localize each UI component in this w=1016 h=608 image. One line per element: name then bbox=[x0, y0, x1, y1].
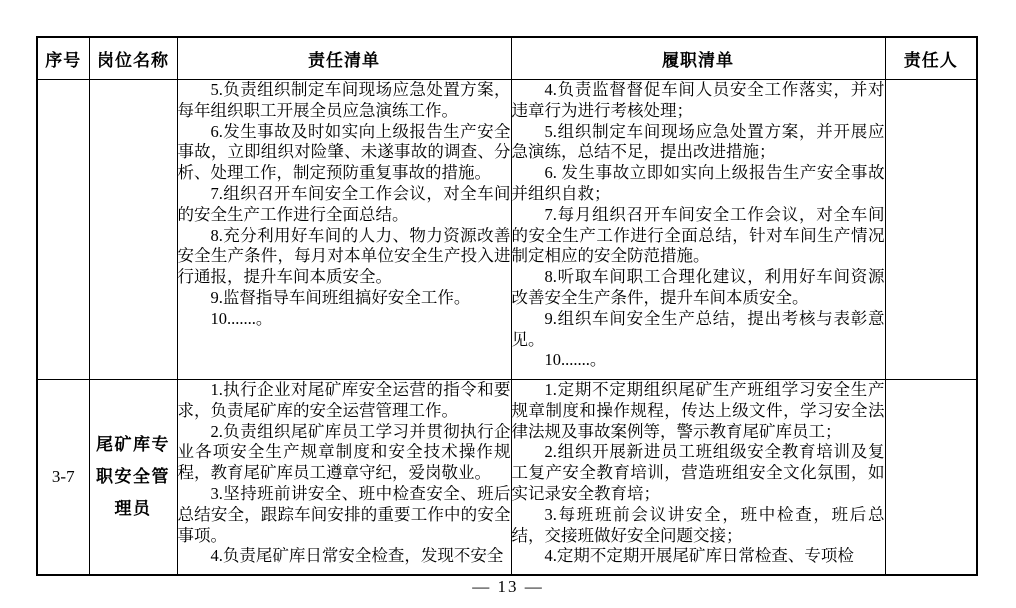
duty-list-text bbox=[178, 380, 511, 570]
clause-paragraph: 5.组织制定车间现场应急处置方案，并开展应急演练，总结不足，提出改进措施； bbox=[511, 121, 885, 162]
clause-paragraph: 1.定期不定期组织尾矿生产班组学习安全生产规章制度和操作规程，传达上级文件，学习安全法律法规及事故案例等，警示教育尾矿库员工； bbox=[511, 380, 885, 441]
performance-list-text bbox=[512, 380, 885, 570]
cell-performance-list bbox=[511, 380, 885, 575]
cell-duty-list bbox=[177, 80, 511, 380]
clause-paragraph: 3.坚持班前讲安全、班中检查安全、班后总结安全，跟踪车间安排的重要工作中的安全事项。 bbox=[177, 483, 511, 545]
column-header-performance: 履职清单 bbox=[511, 37, 885, 80]
page-number: — 13 — bbox=[472, 577, 544, 596]
column-header-seq: 序号 bbox=[37, 37, 89, 80]
cell-position-name: 尾矿库专职安全管理员 bbox=[89, 380, 177, 575]
table-header-row bbox=[37, 37, 977, 80]
column-header-responsible: 责任人 bbox=[885, 37, 977, 80]
clause-paragraph: 6. 发生事故立即如实向上级报告生产安全事故并组织自救； bbox=[511, 163, 885, 203]
cell-position-name bbox=[89, 80, 177, 380]
clause-paragraph: 4.定期不定期开展尾矿库日常检查、专项检 bbox=[544, 546, 854, 566]
clause-paragraph: 7.每月组织召开车间安全工作会议，对全车间的安全生产工作进行全面总结，针对车间生产情况制定相应的安全防范措施。 bbox=[511, 204, 885, 266]
table-row bbox=[37, 380, 977, 575]
clause-paragraph: 8.听取车间职工合理化建议，利用好车间资源改善安全生产条件，提升车间本质安全。 bbox=[511, 267, 885, 307]
clause-paragraph: 2.负责组织尾矿库员工学习并贯彻执行企业各项安全生产规章制度和安全技术操作规程，教育尾矿库员工遵章守纪，爱岗敬业。 bbox=[177, 421, 511, 483]
duty-list-text bbox=[178, 80, 511, 373]
column-header-position: 岗位名称 bbox=[89, 37, 177, 80]
clause-paragraph: 4.负责尾矿库日常安全检查，发现不安全 bbox=[210, 546, 504, 566]
table-row bbox=[37, 80, 977, 380]
clause-paragraph: 5.负责组织制定车间现场应急处置方案，每年组织职工开展全员应急演练工作。 bbox=[177, 80, 511, 120]
clause-paragraph: 9.监督指导车间班组搞好安全工作。 bbox=[210, 287, 471, 307]
column-header-duties: 责任清单 bbox=[177, 37, 511, 80]
clause-paragraph: 10.......。 bbox=[544, 350, 607, 370]
responsibility-table bbox=[36, 36, 978, 576]
clause-paragraph: 4.负责监督督促车间人员安全工作落实，并对违章行为进行考核处理； bbox=[511, 80, 885, 120]
clause-paragraph: 8.充分利用好车间的人力、物力资源改善安全生产条件，每月对本单位安全生产投入进行通报，提升车间本质安全。 bbox=[177, 225, 511, 287]
clause-paragraph: 2.组织开展新进员工班组级安全教育培训及复工复产安全教育培训，营造班组安全文化氛围，如实记录安全教育培； bbox=[511, 442, 885, 503]
cell-responsible-person bbox=[885, 380, 977, 575]
clause-paragraph: 6.发生事故及时如实向上级报告生产安全事故，立即组织对险肇、未遂事故的调查、分析、处理工作，制定预防重复事故的措施。 bbox=[177, 121, 511, 183]
cell-seq: 3-7 bbox=[37, 380, 89, 575]
cell-performance-list bbox=[511, 80, 885, 380]
clause-paragraph: 1.执行企业对尾矿库安全运营的指令和要求，负责尾矿库的安全运营管理工作。 bbox=[177, 380, 511, 420]
clause-paragraph: 9.组织车间安全生产总结，提出考核与表彰意见。 bbox=[511, 308, 885, 349]
cell-duty-list bbox=[177, 380, 511, 575]
cell-seq bbox=[37, 80, 89, 380]
performance-list-text bbox=[512, 80, 885, 373]
cell-responsible-person bbox=[885, 80, 977, 380]
clause-paragraph: 10.......。 bbox=[210, 308, 273, 328]
clause-paragraph: 3.每班班前会议讲安全，班中检查，班后总结，交接班做好安全问题交接； bbox=[511, 504, 885, 545]
clause-paragraph: 7.组织召开车间安全工作会议，对全车间的安全生产工作进行全面总结。 bbox=[177, 183, 511, 224]
